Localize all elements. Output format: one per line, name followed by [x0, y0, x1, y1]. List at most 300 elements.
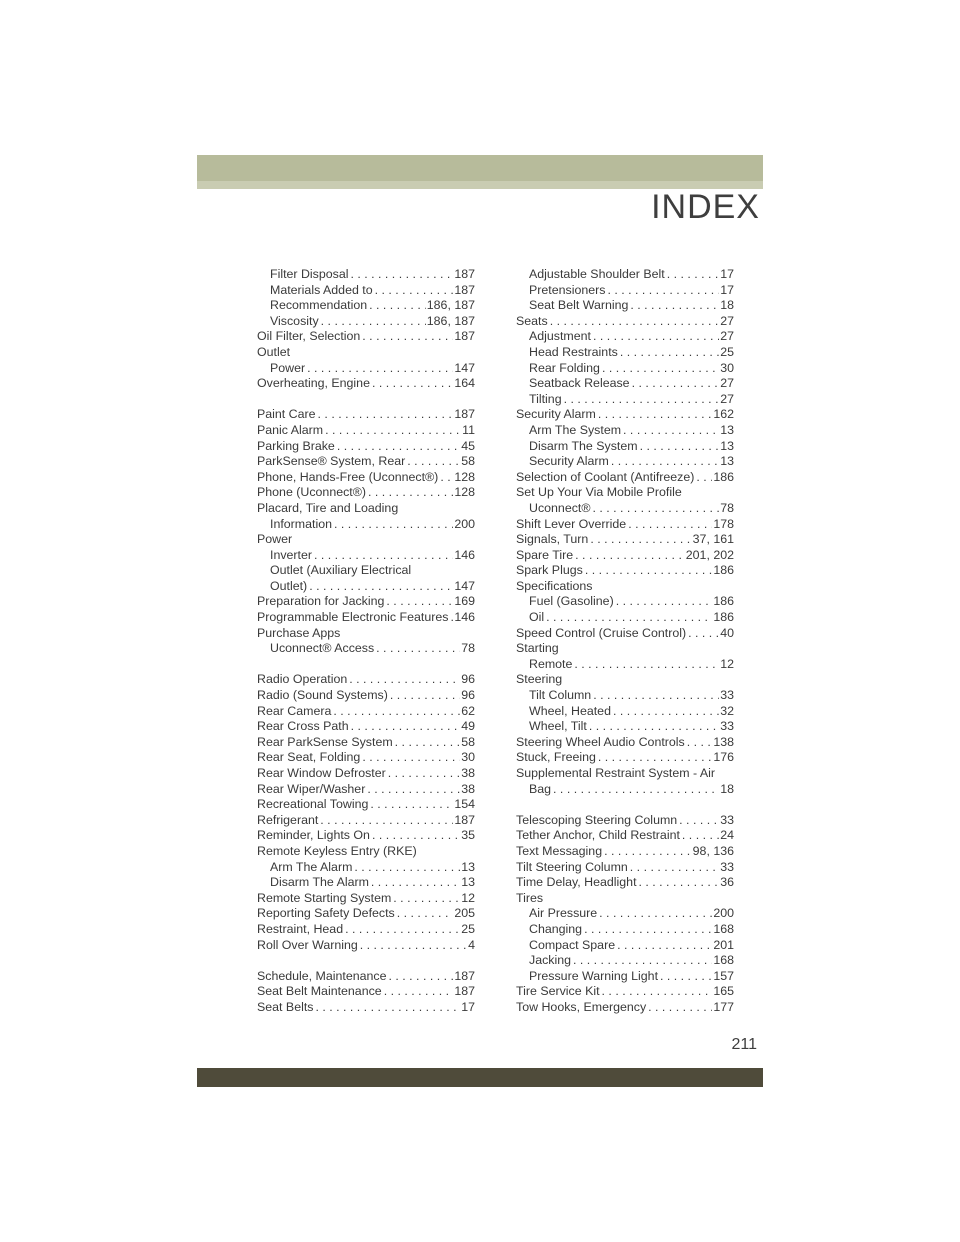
index-entry: [516, 563, 734, 579]
leader-dots: [616, 594, 713, 610]
index-entry: [257, 891, 475, 907]
leader-dots: [564, 392, 720, 408]
leader-dots: [604, 844, 692, 860]
index-subentry: [516, 298, 734, 314]
entry-term: Remote: [529, 656, 573, 671]
index-entry: [516, 984, 734, 1000]
index-subentry: [516, 594, 734, 610]
index-entry: [257, 407, 475, 423]
entry-term: Phone (Uconnect®): [257, 485, 366, 500]
leader-dots: [682, 828, 719, 844]
entry-term: Refrigerant: [257, 812, 319, 827]
index-entry: [516, 485, 734, 501]
index-entry: [516, 750, 734, 766]
entry-term: Adjustment: [529, 329, 591, 344]
leader-dots: [376, 641, 460, 657]
entry-term: Rear Window Defroster: [257, 766, 386, 780]
entry-term: Information: [270, 516, 332, 531]
entry-pages: 17: [720, 267, 734, 281]
entry-pages: 186: [713, 469, 734, 484]
index-entry: [516, 641, 734, 657]
index-entry: [257, 610, 475, 626]
leader-dots: [384, 984, 454, 1000]
entry-term: Roll Over Warning: [257, 937, 358, 952]
entry-term: Spark Plugs: [516, 563, 583, 578]
entry-pages: 33: [720, 719, 734, 734]
index-entry: [516, 735, 734, 751]
index-entry: [257, 844, 475, 860]
index-subentry: [257, 298, 475, 314]
entry-term: Compact Spare: [529, 937, 616, 952]
index-subentry: [516, 922, 734, 938]
entry-pages: 205: [454, 906, 475, 921]
entry-term: Panic Alarm: [257, 422, 324, 437]
leader-dots: [320, 813, 453, 829]
entry-pages: 78: [461, 641, 475, 656]
entry-term: Paint Care: [257, 407, 316, 422]
entry-pages: 187: [454, 329, 475, 344]
leader-dots: [575, 548, 685, 564]
index-entry: [257, 797, 475, 813]
entry-term: Seat Belt Maintenance: [257, 984, 382, 999]
entry-term: Radio (Sound Systems): [257, 688, 388, 703]
index-entry: [257, 766, 475, 782]
index-subentry: [516, 392, 734, 408]
entry-term: Schedule, Maintenance: [257, 968, 387, 983]
entry-pages: 13: [461, 875, 475, 890]
leader-dots: [333, 704, 460, 720]
entry-term: Rear Cross Path: [257, 719, 349, 734]
leader-dots: [309, 579, 453, 595]
entry-pages: 200: [713, 906, 734, 921]
entry-pages: 186, 187: [426, 298, 475, 313]
index-entry: [257, 688, 475, 704]
entry-term: Wheel, Heated: [529, 703, 611, 718]
entry-term: Steering: [516, 672, 563, 687]
entry-term: Oil: [529, 610, 545, 625]
footer-band: [197, 1068, 763, 1087]
index-entry: [516, 548, 734, 564]
entry-term: Fuel (Gasoline): [529, 594, 614, 609]
leader-dots: [632, 376, 720, 392]
index-subentry: [516, 361, 734, 377]
index-entry: [516, 1000, 734, 1016]
entry-term: Supplemental Restraint System - Air: [516, 766, 716, 780]
entry-pages: 157: [713, 968, 734, 983]
index-entry: [257, 735, 475, 751]
entry-term: Reminder, Lights On: [257, 828, 370, 843]
entry-pages: 146: [454, 547, 475, 562]
leader-dots: [623, 423, 719, 439]
leader-dots: [397, 906, 454, 922]
page-number: 211: [731, 1036, 757, 1053]
entry-term: Tilt Column: [529, 688, 592, 703]
entry-pages: 168: [713, 921, 734, 936]
entry-pages: 37, 161: [692, 532, 734, 547]
entry-pages: 27: [720, 391, 734, 406]
entry-pages: 58: [461, 734, 475, 749]
leader-dots: [372, 828, 460, 844]
entry-pages: 186: [713, 563, 734, 578]
entry-pages: 25: [461, 921, 475, 936]
leader-dots: [307, 361, 453, 377]
entry-pages: 162: [713, 407, 734, 422]
entry-term: Specifications: [516, 578, 593, 593]
header-band: [197, 155, 763, 181]
entry-pages: 32: [720, 703, 734, 718]
index-entry: [516, 579, 734, 595]
entry-pages: 98, 136: [692, 843, 734, 858]
index-entry: [257, 984, 475, 1000]
entry-term: Parking Brake: [257, 438, 335, 453]
entry-pages: 12: [461, 890, 475, 905]
entry-pages: 17: [720, 282, 734, 297]
leader-dots: [370, 797, 453, 813]
entry-term: Uconnect®: [529, 500, 591, 515]
index-entry: [257, 1000, 475, 1016]
index-entry: [516, 626, 734, 642]
entry-term: Tilt Steering Column: [516, 859, 628, 874]
entry-pages: 187: [454, 812, 475, 827]
index-entry: [516, 828, 734, 844]
entry-term: Starting: [516, 641, 559, 656]
index-subentry: [516, 376, 734, 392]
entry-term: Tilting: [529, 391, 562, 406]
leader-dots: [337, 439, 460, 455]
entry-term: Remote Keyless Entry (RKE): [257, 843, 417, 858]
index-entry: [257, 828, 475, 844]
leader-dots: [395, 735, 461, 751]
leader-dots: [314, 548, 453, 564]
index-entry: [257, 969, 475, 985]
index-subentry: [516, 906, 734, 922]
leader-dots: [607, 283, 719, 299]
entry-term: Time Delay, Headlight: [516, 875, 637, 890]
entry-pages: 128: [454, 485, 475, 500]
entry-pages: 17: [461, 999, 475, 1014]
entry-pages: 147: [454, 360, 475, 375]
entry-term: Steering Wheel Audio Controls: [516, 734, 685, 749]
entry-term: Remote Starting System: [257, 890, 392, 905]
index-subentry: [257, 875, 475, 891]
leader-dots: [550, 314, 720, 330]
index-entry: [257, 782, 475, 798]
index-entry: [257, 719, 475, 735]
entry-pages: 187: [454, 968, 475, 983]
leader-dots: [321, 314, 426, 330]
index-entry: [257, 532, 475, 548]
leader-dots: [440, 470, 453, 486]
leader-dots: [593, 329, 719, 345]
leader-dots: [351, 719, 461, 735]
entry-pages: 165: [713, 984, 734, 999]
leader-dots: [390, 688, 460, 704]
entry-pages: 4: [468, 937, 475, 952]
entry-pages: 176: [713, 750, 734, 765]
entry-pages: 27: [720, 376, 734, 391]
entry-term: Tow Hooks, Emergency: [516, 999, 647, 1014]
entry-pages: 186: [713, 594, 734, 609]
index-entry: [257, 704, 475, 720]
leader-dots: [367, 782, 460, 798]
index-subentry: [516, 423, 734, 439]
entry-term: Recreational Towing: [257, 797, 369, 812]
index-entry: [257, 485, 475, 501]
leader-dots: [584, 922, 712, 938]
leader-dots: [345, 922, 460, 938]
leader-dots: [349, 672, 460, 688]
index-entry: [516, 860, 734, 876]
entry-pages: 128: [454, 469, 475, 484]
entry-pages: 27: [720, 329, 734, 344]
entry-pages: 40: [720, 625, 734, 640]
leader-dots: [687, 735, 713, 751]
entry-pages: 27: [720, 313, 734, 328]
index-subentry: [257, 563, 475, 579]
entry-pages: 178: [713, 516, 734, 531]
leader-dots: [389, 969, 454, 985]
index-entry: [516, 532, 734, 548]
leader-dots: [334, 517, 453, 533]
leader-dots: [351, 267, 454, 283]
entry-pages: 147: [454, 578, 475, 593]
index-subentry: [516, 439, 734, 455]
entry-pages: 13: [720, 422, 734, 437]
index-entry: [516, 875, 734, 891]
index-column-left: [257, 267, 475, 1016]
entry-pages: 164: [454, 376, 475, 391]
index-subentry: [516, 657, 734, 673]
entry-term: Reporting Safety Defects: [257, 906, 395, 921]
index-subentry: [257, 314, 475, 330]
index-entry: [516, 517, 734, 533]
index-entry: [257, 813, 475, 829]
entry-term: Outlet): [270, 578, 308, 593]
leader-dots: [602, 984, 713, 1000]
entry-term: Tire Service Kit: [516, 984, 600, 999]
leader-dots: [628, 517, 712, 533]
index-entry: [257, 454, 475, 470]
entry-pages: 96: [461, 672, 475, 687]
entry-pages: 187: [454, 282, 475, 297]
entry-term: Arm The Alarm: [270, 859, 353, 874]
index-entry: [257, 376, 475, 392]
index-subentry: [516, 953, 734, 969]
entry-pages: 201: [713, 937, 734, 952]
leader-dots: [393, 891, 460, 907]
entry-pages: 24: [720, 828, 734, 843]
index-subentry: [516, 688, 734, 704]
entry-term: Inverter: [270, 547, 313, 562]
entry-term: Materials Added to: [270, 282, 373, 297]
entry-pages: 45: [461, 438, 475, 453]
entry-pages: 18: [720, 781, 734, 796]
index-entry: [257, 501, 475, 517]
leader-dots: [546, 610, 712, 626]
leader-dots: [679, 813, 719, 829]
entry-pages: 177: [713, 999, 734, 1014]
entry-term: Set Up Your Via Mobile Profile: [516, 485, 682, 500]
index-subentry: [257, 641, 475, 657]
entry-term: Rear Folding: [529, 360, 600, 375]
entry-term: Preparation for Jacking: [257, 594, 385, 609]
index-entry: [516, 470, 734, 486]
entry-term: Security Alarm: [529, 454, 609, 469]
entry-term: Programmable Electronic Features: [257, 610, 449, 625]
entry-term: Oil Filter, Selection: [257, 329, 361, 344]
entry-term: Selection of Coolant (Antifreeze): [516, 469, 695, 484]
entry-term: Signals, Turn: [516, 532, 589, 547]
leader-dots: [318, 407, 454, 423]
leader-dots: [648, 1000, 712, 1016]
leader-dots: [590, 532, 691, 548]
entry-term: Rear ParkSense System: [257, 734, 393, 749]
index-subentry: [516, 969, 734, 985]
entry-pages: 30: [720, 360, 734, 375]
leader-dots: [574, 657, 719, 673]
entry-term: Changing: [529, 921, 583, 936]
entry-pages: 138: [713, 734, 734, 749]
entry-term: Pretensioners: [529, 282, 606, 297]
entry-pages: 187: [454, 984, 475, 999]
entry-term: Disarm The System: [529, 438, 638, 453]
leader-dots: [660, 969, 712, 985]
index-subentry: [516, 782, 734, 798]
leader-dots: [640, 439, 720, 455]
leader-dots: [593, 688, 719, 704]
entry-pages: 35: [461, 828, 475, 843]
entry-term: Spare Tire: [516, 547, 574, 562]
entry-term: ParkSense® System, Rear: [257, 454, 406, 469]
leader-dots: [315, 1000, 460, 1016]
entry-pages: 200: [454, 516, 475, 531]
entry-term: Power: [257, 532, 293, 547]
leader-dots: [599, 906, 712, 922]
entry-pages: 13: [720, 454, 734, 469]
entry-term: Air Pressure: [529, 906, 598, 921]
entry-term: Placard, Tire and Loading: [257, 500, 399, 515]
leader-dots: [592, 501, 719, 517]
index-subentry: [257, 267, 475, 283]
index-subentry: [257, 860, 475, 876]
section-title: INDEX: [651, 188, 760, 226]
entry-term: Rear Wiper/Washer: [257, 781, 366, 796]
entry-pages: 168: [713, 953, 734, 968]
entry-term: Head Restraints: [529, 344, 618, 359]
entry-pages: 201, 202: [685, 547, 734, 562]
entry-term: Seatback Release: [529, 376, 630, 391]
entry-pages: 154: [454, 797, 475, 812]
index-subentry: [516, 610, 734, 626]
entry-term: Filter Disposal: [270, 267, 349, 281]
leader-dots: [360, 938, 467, 954]
index-subentry: [516, 267, 734, 283]
entry-term: Adjustable Shoulder Belt: [529, 267, 665, 281]
leader-dots: [354, 860, 460, 876]
entry-term: Phone, Hands-Free (Uconnect®): [257, 469, 439, 484]
entry-pages: 25: [720, 344, 734, 359]
entry-pages: 36: [720, 875, 734, 890]
index-subentry: [257, 579, 475, 595]
entry-term: Restraint, Head: [257, 921, 344, 936]
leader-dots: [362, 750, 460, 766]
index-entry: [516, 844, 734, 860]
entry-pages: 38: [461, 766, 475, 780]
leader-dots: [620, 345, 719, 361]
leader-dots: [362, 329, 453, 345]
entry-pages: 49: [461, 719, 475, 734]
leader-dots: [617, 938, 712, 954]
entry-pages: 12: [720, 656, 734, 671]
entry-term: Recommendation: [270, 298, 368, 313]
index-entry: [516, 407, 734, 423]
entry-term: Seats: [516, 313, 548, 328]
entry-pages: 13: [461, 859, 475, 874]
leader-dots: [386, 594, 453, 610]
entry-pages: 186: [713, 610, 734, 625]
entry-pages: 38: [461, 781, 475, 796]
entry-term: Telescoping Steering Column: [516, 812, 678, 827]
leader-dots: [598, 750, 712, 766]
entry-term: Uconnect® Access: [270, 641, 375, 656]
index-entry: [257, 594, 475, 610]
leader-dots: [407, 454, 460, 470]
index-subentry: [257, 517, 475, 533]
index-entry: [257, 750, 475, 766]
leader-dots: [613, 704, 719, 720]
leader-dots: [639, 875, 720, 891]
entry-term: Stuck, Freeing: [516, 750, 596, 765]
index-entry: [516, 813, 734, 829]
entry-pages: 33: [720, 812, 734, 827]
index-entry: [257, 906, 475, 922]
entry-term: Speed Control (Cruise Control): [516, 625, 687, 640]
entry-term: Purchase Apps: [257, 625, 341, 640]
entry-pages: 58: [461, 454, 475, 469]
entry-term: Viscosity: [270, 313, 319, 328]
entry-term: Disarm The Alarm: [270, 875, 369, 890]
entry-term: Outlet (Auxiliary Electrical: [270, 563, 412, 578]
index-entry: [257, 470, 475, 486]
entry-term: Rear Camera: [257, 703, 332, 718]
index-entry: [516, 891, 734, 907]
index-subentry: [516, 329, 734, 345]
leader-dots: [368, 485, 453, 501]
entry-pages: 62: [461, 703, 475, 718]
leader-dots: [585, 563, 713, 579]
leader-dots: [598, 407, 712, 423]
leader-dots: [667, 267, 720, 283]
leader-dots: [696, 470, 712, 486]
entry-pages: 186, 187: [426, 313, 475, 328]
entry-term: Power: [270, 360, 306, 375]
index-entry: [516, 766, 734, 782]
leader-dots: [450, 610, 453, 626]
index-subentry: [516, 454, 734, 470]
leader-dots: [369, 298, 426, 314]
leader-dots: [372, 376, 453, 392]
leader-dots: [611, 454, 719, 470]
entry-term: Text Messaging: [516, 843, 603, 858]
index-entry: [257, 439, 475, 455]
entry-pages: 13: [720, 438, 734, 453]
entry-pages: 146: [454, 610, 475, 625]
index-subentry: [516, 719, 734, 735]
leader-dots: [553, 782, 719, 798]
index-subentry: [257, 361, 475, 377]
index-subentry: [516, 704, 734, 720]
entry-term: Shift Lever Override: [516, 516, 627, 531]
